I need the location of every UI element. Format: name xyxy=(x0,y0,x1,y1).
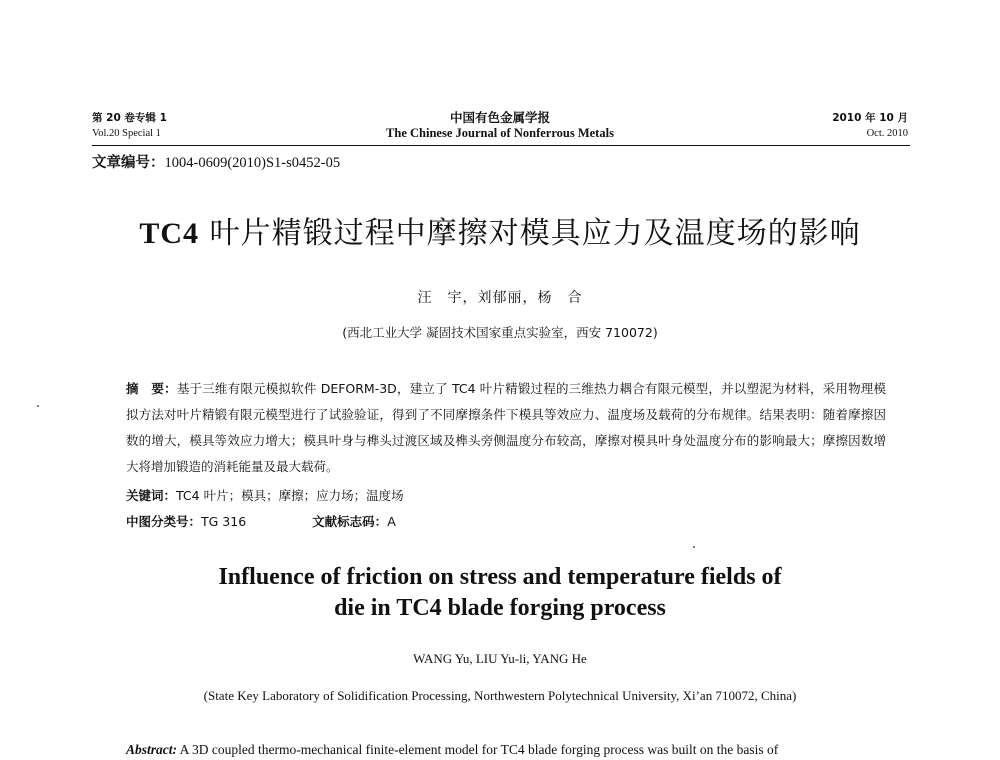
header-journal-en: The Chinese Journal of Nonferrous Metals xyxy=(386,126,614,140)
classification-line xyxy=(126,512,396,530)
abstract-en-text: A 3D coupled thermo-mechanical finite-element model for TC4 blade forging process was built on the basis of xyxy=(177,742,779,757)
header-volume-en: Vol.20 Special 1 xyxy=(92,128,161,139)
classification-value: TG 316 xyxy=(201,514,247,529)
article-number xyxy=(92,151,340,172)
document-code-label: 文献标志码： xyxy=(312,514,388,529)
title-en-line2: die in TC4 blade forging process xyxy=(334,595,666,621)
affiliation-cn: (西北工业大学 凝固技术国家重点实验室，西安 710072) xyxy=(342,325,658,340)
abstract-cn-label: 摘 要： xyxy=(126,381,177,396)
title-cn-prefix: TC4 xyxy=(139,217,200,250)
affiliation-en: (State Key Laboratory of Solidification Processing, Northwestern Polytechnical University, Xi’an 710072, China) xyxy=(203,688,797,703)
abstract-en xyxy=(126,742,886,758)
abstract-cn xyxy=(126,376,886,480)
scan-speck xyxy=(37,405,39,407)
article-number-value: 1004-0609(2010)S1-s0452-05 xyxy=(164,155,341,171)
header-volume-cn: 第 20 卷专辑 1 xyxy=(92,112,167,124)
header-rule xyxy=(92,145,910,146)
header-date-cn: 2010 年 10 月 xyxy=(832,112,908,124)
abstract-cn-text: 基于三维有限元模拟软件 DEFORM-3D，建立了 TC4 叶片精锻过程的三维热力耦合有限元模型，并以塑泥为材料，采用物理模拟方法对叶片精锻有限元模型进行了试验验证，得到了不同摩擦条件下模具等效应力、温度场及载荷的分布规律。结果表明：随着摩擦因数的增大，模具等效应力增大；模具叶身与榫头过渡区域及榫头旁侧温度分布较高，摩擦对模具叶身处温度分布的影响最大；摩擦因数增大将增加锻造的消耗能量及最大载荷。 xyxy=(126,381,886,474)
header-date-en: Oct. 2010 xyxy=(866,128,908,139)
abstract-en-label: Abstract: xyxy=(126,742,178,757)
title-cn xyxy=(0,208,1000,252)
title-en-line1: Influence of friction on stress and temperature fields of xyxy=(218,564,782,590)
classification-label: 中图分类号： xyxy=(126,514,202,529)
document-code-value: A xyxy=(387,514,396,529)
scan-speck xyxy=(693,546,695,548)
header-journal-cn: 中国有色金属学报 xyxy=(449,110,550,125)
title-en xyxy=(0,562,1000,624)
title-cn-rest: 叶片精锻过程中摩擦对模具应力及温度场的影响 xyxy=(199,216,861,251)
article-number-label: 文章编号： xyxy=(92,155,165,171)
authors-cn: 汪 宇，刘郁丽，杨 合 xyxy=(417,290,583,306)
authors-en: WANG Yu, LIU Yu-li, YANG He xyxy=(413,651,587,666)
keywords-cn xyxy=(126,486,404,504)
keywords-cn-label: 关键词： xyxy=(126,488,177,503)
keywords-cn-text: TC4 叶片；模具；摩擦；应力场；温度场 xyxy=(176,488,404,503)
